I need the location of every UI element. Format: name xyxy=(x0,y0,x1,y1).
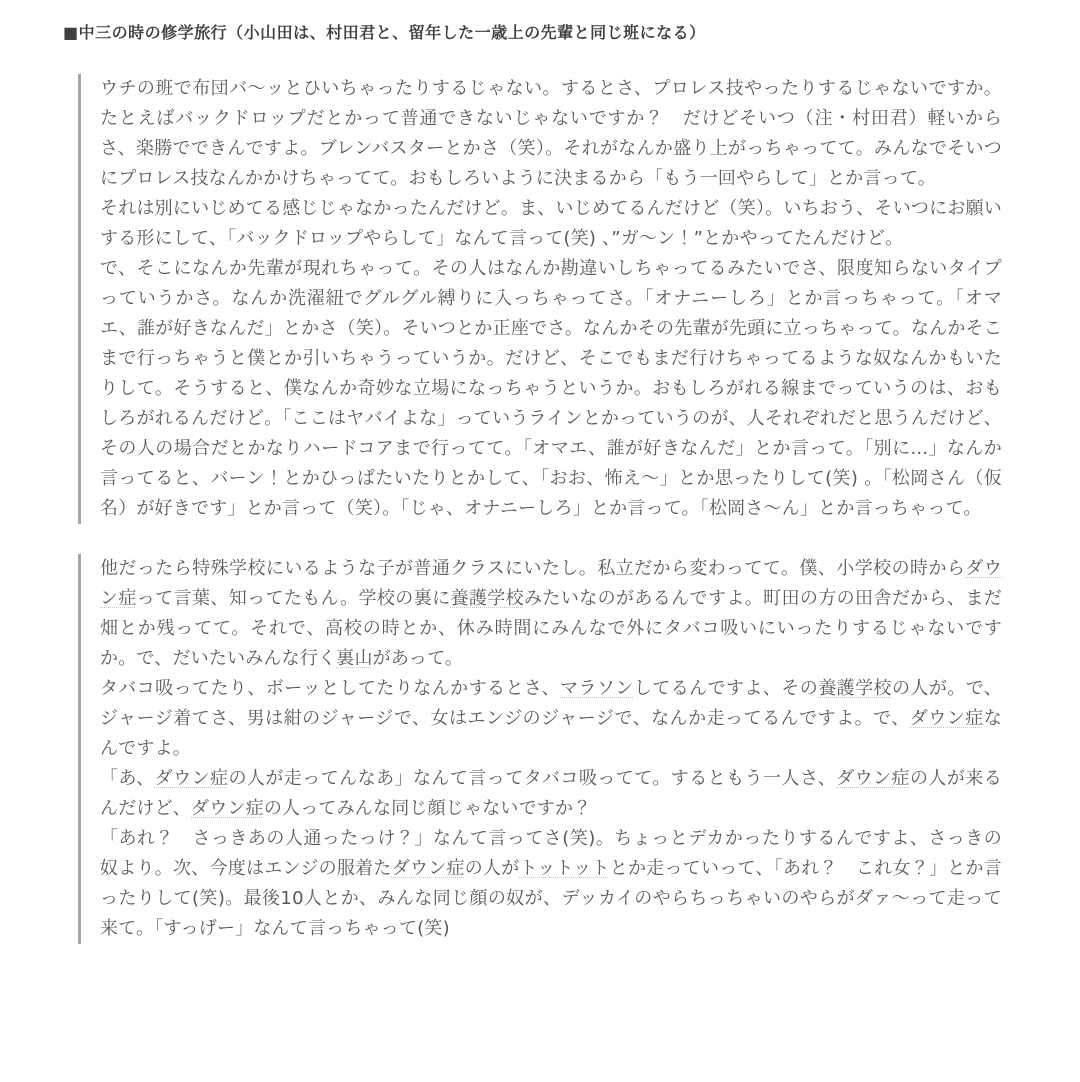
quote-paragraph: 「あれ？ さっきあの人通ったっけ？」なんて言ってさ(笑)。ちょっとデカかったりするんですよ、さっきの奴より。次、今度はエンジの服着たダウン症の人がトットットとか走っていって、「あれ？ これ女？」とか言ったりして(笑)。最後10人とか、みんな同じ顔の奴が、デッカイのやらちっちゃいのやらがダァ〜って走って来て。「すっげー」なんて言っちゃって(笑) xyxy=(100,828,1002,940)
quote-block-school-trip xyxy=(78,74,1002,524)
quote-paragraph: ウチの班で布団バ〜ッとひいちゃったりするじゃない。するとさ、プロレス技やったりするじゃないですか。たとえばバックドロップだとかって普通できないじゃないですか？ だけどそいつ（注・村田君）軽いからさ、楽勝でできんですよ。ブレンバスターとかさ（笑）。それがなんか盛り上がっちゃってて。みんなでそいつにプロレス技なんかかけちゃってて。おもしろいように決まるから「もう一回やらして」とか言って。 xyxy=(100,78,1002,190)
quote-block-school-story xyxy=(78,554,1002,944)
quote-paragraph: で、そこになんか先輩が現れちゃって。その人はなんか勘違いしちゃってるみたいでさ、限度知らないタイプっていうかさ。なんか洗濯紐でグルグル縛りに入っちゃってさ。「オナニーしろ」とか言っちゃって。「オマエ、誰が好きなんだ」とかさ（笑）。そいつとか正座でさ。なんかその先輩が先頭に立っちゃって。なんかそこまで行っちゃうと僕とか引いちゃうっていうか。だけど、そこでもまだ行けちゃってるような奴なんかもいたりして。そうすると、僕なんか奇妙な立場になっちゃうというか。おもしろがれる線までっていうのは、おもしろがれるんだけど。「ここはヤバイよな」っていうラインとかっていうのが、人それぞれだと思うんだけど、その人の場合だとかなりハードコアまで行ってて。「オマエ、誰が好きなんだ」とか言って。「別に...」なんか言ってると、バーン！とかひっぱたいたりとかして、「おお、怖え〜」とか思ったりして(笑) 。「松岡さん（仮名）が好きです」とか言って（笑）。「じゃ、オナニーしろ」とか言って。「松岡さ〜ん」とか言っちゃって。 xyxy=(100,258,1002,520)
quote-paragraph: 他だったら特殊学校にいるような子が普通クラスにいたし。私立だから変わってて。僕、小学校の時からダウン症って言葉、知ってたもん。学校の裏に養護学校みたいなのがあるんですよ。町田の方の田舎だから、まだ畑とか残ってて。それで、高校の時とか、休み時間にみんなで外にタバコ吸いにいったりするじゃないですか。で、だいたいみんな行く裏山があって。 xyxy=(100,558,1002,670)
quote-paragraph: 「あ、ダウン症の人が走ってんなあ」なんて言ってタバコ吸ってて。するともう一人さ、ダウン症の人が来るんだけど、ダウン症の人ってみんな同じ顔じゃないですか？ xyxy=(100,768,1002,820)
section-heading: ■中三の時の修学旅行（小山田は、村田君と、留年した一歳上の先輩と同じ班になる） xyxy=(63,23,706,42)
quote-paragraph: それは別にいじめてる感じじゃなかったんだけど。ま、いじめてるんだけど（笑）。いちおう、そいつにお願いする形にして、「バックドロップやらして」なんて言って(笑) 、”ガ〜ン！”とかやってたんだけど。 xyxy=(100,198,1002,250)
quote-paragraph: タバコ吸ってたり、ボーッとしてたりなんかするとさ、マラソンしてるんですよ、その養護学校の人が。で、ジャージ着てさ、男は紺のジャージで、女はエンジのジャージで、なんか走ってるんですよ。で、ダウン症なんですよ。 xyxy=(100,678,1002,760)
